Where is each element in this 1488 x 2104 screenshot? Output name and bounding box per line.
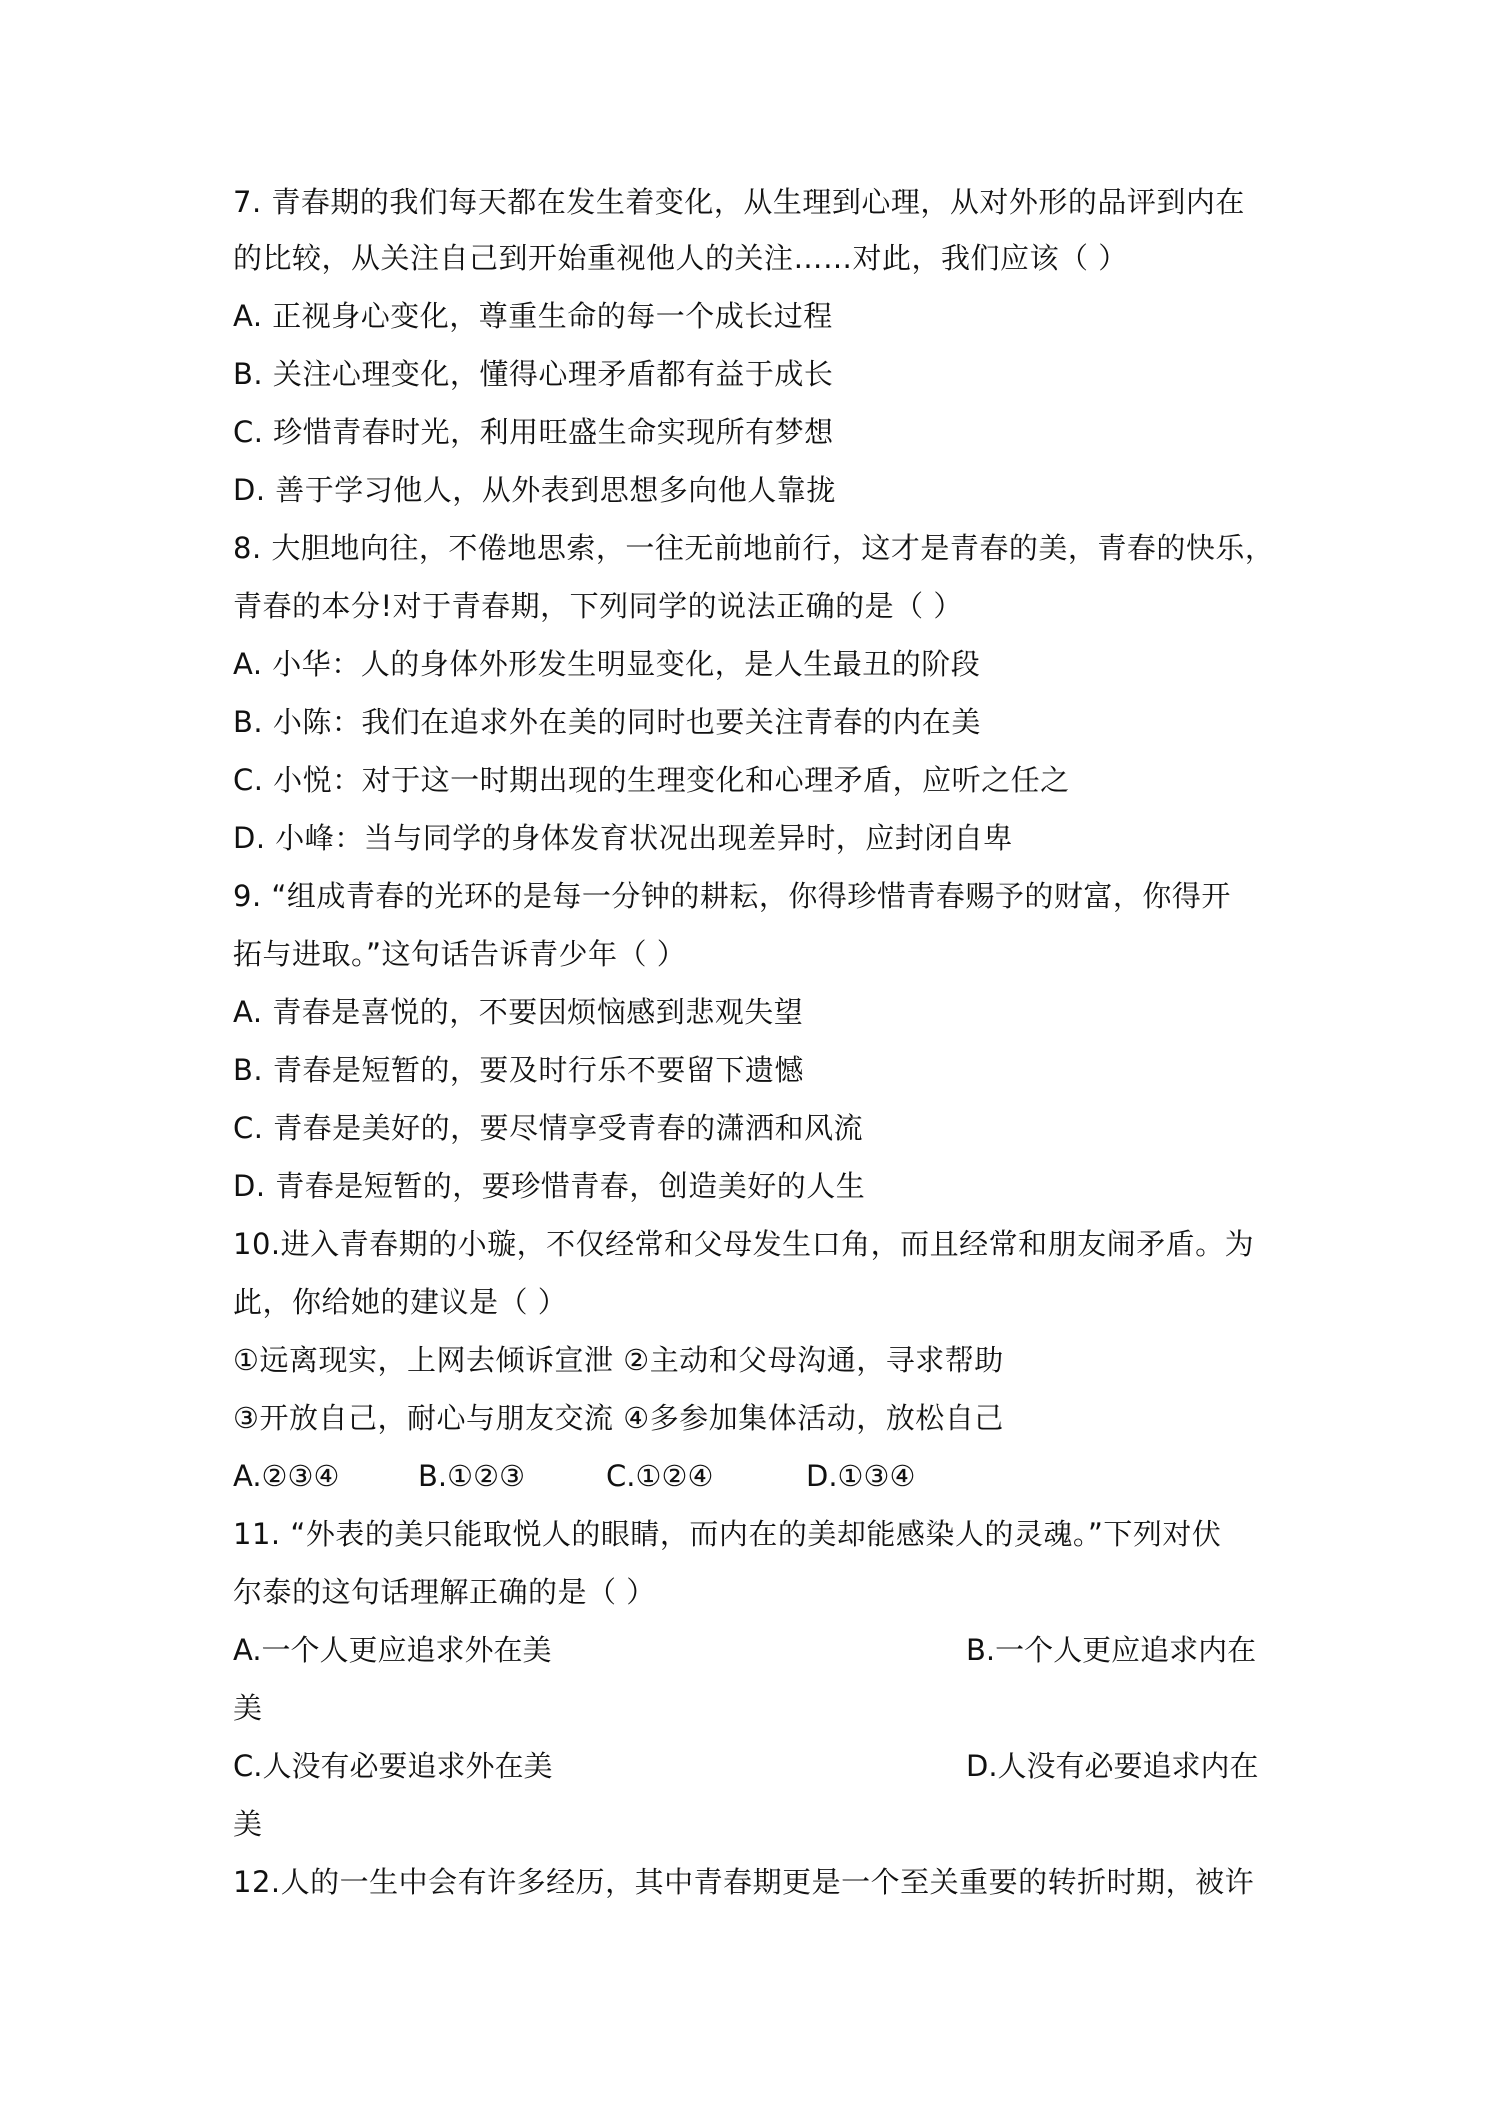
q10-option-d: D.①③④ (806, 1459, 916, 1493)
q8-stem-line1: 8. 大胆地向往，不倦地思索，一往无前地前行，这才是青春的美，青春的快乐， (233, 531, 1275, 565)
q7-stem-line2: 的比较，从关注自己到开始重视他人的关注……对此，我们应该（ ） (233, 241, 1128, 275)
q11-option-b: B.一个人更应追求内在 (966, 1633, 1257, 1667)
q10-item-line2: ③开放自己，耐心与朋友交流 ④多参加集体活动，放松自己 (233, 1401, 1004, 1435)
q9-option-b: B. 青春是短暂的，要及时行乐不要留下遗憾 (233, 1053, 804, 1087)
q11-option-d: D.人没有必要追求内在 (966, 1749, 1259, 1783)
q7-option-d: D. 善于学习他人，从外表到思想多向他人靠拢 (233, 473, 836, 507)
q9-stem-line2: 拓与进取。”这句话告诉青少年（ ） (233, 937, 687, 971)
q7-option-c: C. 珍惜青春时光，利用旺盛生命实现所有梦想 (233, 415, 834, 449)
q11-option-d-wrap: 美 (233, 1807, 263, 1841)
q12-stem-line1: 12.人的一生中会有许多经历，其中青春期更是一个至关重要的转折时期，被许 (233, 1865, 1255, 1899)
q9-option-a: A. 青春是喜悦的，不要因烦恼感到悲观失望 (233, 995, 804, 1029)
q9-stem-line1: 9. “组成青春的光环的是每一分钟的耕耘，你得珍惜青春赐予的财富，你得开 (233, 879, 1231, 913)
q11-stem-line1: 11. “外表的美只能取悦人的眼睛，而内在的美却能感染人的灵魂。”下列对伏 (233, 1517, 1222, 1551)
q8-option-d: D. 小峰：当与同学的身体发育状况出现差异时，应封闭自卑 (233, 821, 1013, 855)
q10-stem-line1: 10.进入青春期的小璇，不仅经常和父母发生口角，而且经常和朋友闹矛盾。为 (233, 1227, 1255, 1261)
q8-option-c: C. 小悦：对于这一时期出现的生理变化和心理矛盾，应听之任之 (233, 763, 1070, 797)
q11-option-c: C.人没有必要追求外在美 (233, 1749, 553, 1783)
q9-option-d: D. 青春是短暂的，要珍惜青春，创造美好的人生 (233, 1169, 866, 1203)
q7-option-a: A. 正视身心变化，尊重生命的每一个成长过程 (233, 299, 833, 333)
q10-option-b: B.①②③ (418, 1459, 526, 1493)
q10-stem-line2: 此，你给她的建议是（ ） (233, 1285, 568, 1319)
q11-option-a: A.一个人更应追求外在美 (233, 1633, 552, 1667)
q10-option-a: A.②③④ (233, 1459, 340, 1493)
q7-stem-line1: 7. 青春期的我们每天都在发生着变化，从生理到心理，从对外形的品评到内在 (233, 185, 1245, 219)
q11-option-b-wrap: 美 (233, 1691, 263, 1725)
q9-option-c: C. 青春是美好的，要尽情享受青春的潇洒和风流 (233, 1111, 864, 1145)
q10-option-c: C.①②④ (606, 1459, 714, 1493)
q8-stem-line2: 青春的本分!对于青春期，下列同学的说法正确的是（ ） (233, 589, 963, 623)
q8-option-b: B. 小陈：我们在追求外在美的同时也要关注青春的内在美 (233, 705, 981, 739)
q8-option-a: A. 小华：人的身体外形发生明显变化，是人生最丑的阶段 (233, 647, 981, 681)
q11-stem-line2: 尔泰的这句话理解正确的是（ ） (233, 1575, 656, 1609)
q10-item-line1: ①远离现实，上网去倾诉宣泄 ②主动和父母沟通，寻求帮助 (233, 1343, 1004, 1377)
q7-option-b: B. 关注心理变化，懂得心理矛盾都有益于成长 (233, 357, 834, 391)
